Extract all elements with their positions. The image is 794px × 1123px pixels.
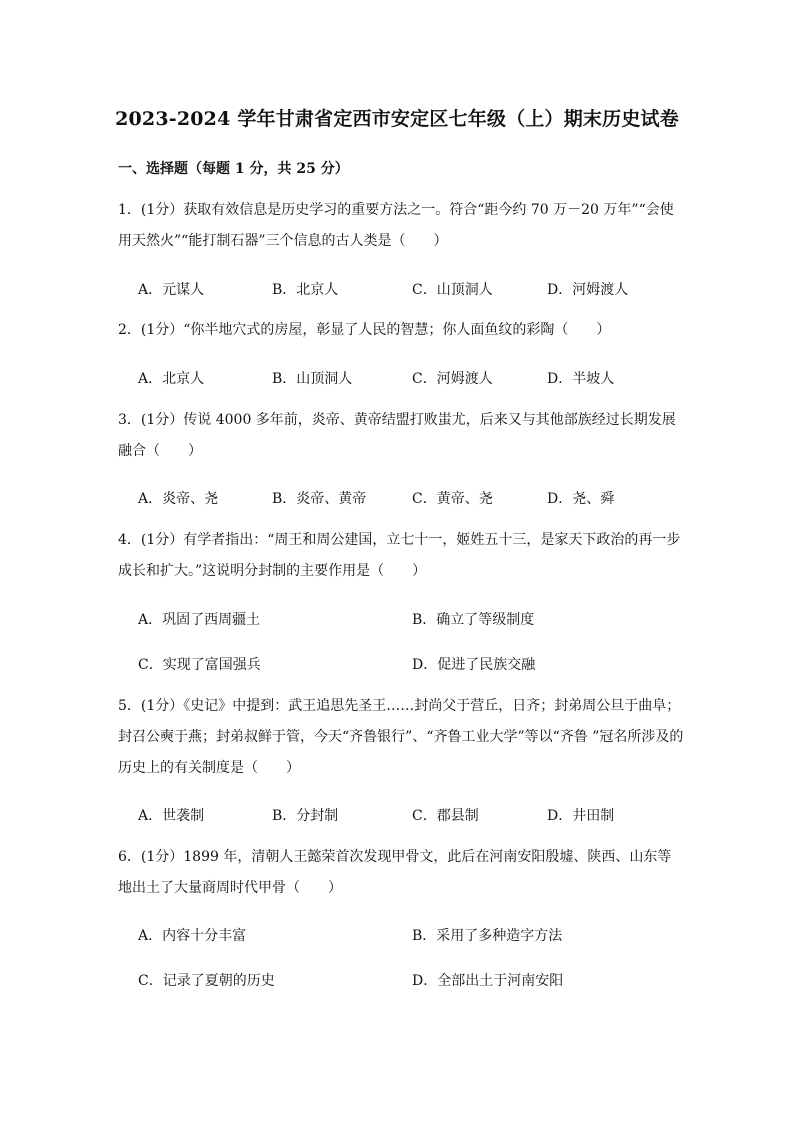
- question-3-stem: 3．(1分）传说 4000 多年前，炎帝、黄帝结盟打败蚩尤，后来又与其他部族经过长期发展融合（ ）: [118, 412, 676, 459]
- question-5-stem: 5．(1分）《史记》中提到：武王追思先圣王……封尚父于营丘，日齐；封弟周公旦于曲阜；封召公奭于燕；封弟叔鲜于管，今天“齐鲁银行”、“齐鲁工业大学”等以“齐鲁 ”冠名所涉及的历史上的有关制度是（ ）: [118, 698, 684, 776]
- question-2-option-c[interactable]: C．河姆渡人: [412, 371, 493, 387]
- question-1-option-a[interactable]: A．元谋人: [138, 282, 205, 298]
- question-5-option-c[interactable]: C．郡县制: [412, 808, 479, 824]
- question-4-option-a[interactable]: A．巩固了西周疆土: [138, 612, 261, 628]
- question-6-option-d[interactable]: D．全部出土于河南安阳: [412, 973, 564, 989]
- question-2-option-a[interactable]: A．北京人: [138, 371, 205, 387]
- question-2-option-d[interactable]: D．半坡人: [547, 371, 615, 387]
- question-1-option-c[interactable]: C．山顶洞人: [412, 282, 493, 298]
- question-6-option-c[interactable]: C．记录了夏朝的历史: [138, 973, 275, 989]
- question-5-option-b[interactable]: B．分封制: [272, 808, 339, 824]
- question-4-option-b[interactable]: B．确立了等级制度: [412, 612, 535, 628]
- question-4-stem: 4．(1分）有学者指出：“周王和周公建国，立七十一，姬姓五十三，是家天下政治的再一步成长和扩大。”这说明分封制的主要作用是（ ）: [118, 532, 681, 579]
- question-3-option-c[interactable]: C．黄帝、尧: [412, 491, 493, 507]
- question-1-option-d[interactable]: D．河姆渡人: [547, 282, 629, 298]
- question-6-stem: 6．(1分）1899 年，清朝人王懿荣首次发现甲骨文，此后在河南安阳殷墟、陕西、山东等地出土了大量商周时代甲骨（ ）: [118, 849, 672, 896]
- question-3-option-d[interactable]: D．尧、舜: [547, 491, 615, 507]
- question-1-option-b[interactable]: B．北京人: [272, 282, 339, 298]
- question-6-option-b[interactable]: B．采用了多种造字方法: [412, 928, 563, 944]
- exam-title: 2023-2024 学年甘肃省定西市安定区七年级（上）期末历史试卷: [115, 108, 679, 130]
- question-2-stem: 2．(1分）“你半地穴式的房屋，彰显了人民的智慧；你人面鱼纹的彩陶（ ）: [118, 322, 611, 338]
- section-heading: 一、选择题（每题 1 分，共 25 分）: [118, 161, 349, 177]
- question-6-option-a[interactable]: A．内容十分丰富: [138, 928, 247, 944]
- question-5-option-a[interactable]: A．世袭制: [138, 808, 205, 824]
- question-4-option-c[interactable]: C．实现了富国强兵: [138, 657, 261, 673]
- question-3-option-a[interactable]: A．炎帝、尧: [138, 491, 219, 507]
- question-2-option-b[interactable]: B．山顶洞人: [272, 371, 353, 387]
- question-5-option-d[interactable]: D．井田制: [547, 808, 615, 824]
- question-1-stem: 1．(1分）获取有效信息是历史学习的重要方法之一。符合“距今约 70 万－20 万年”“会使用天然火”“能打制石器”三个信息的古人类是（ ）: [118, 202, 674, 249]
- question-3-option-b[interactable]: B．炎帝、黄帝: [272, 491, 367, 507]
- question-4-option-d[interactable]: D．促进了民族交融: [412, 657, 536, 673]
